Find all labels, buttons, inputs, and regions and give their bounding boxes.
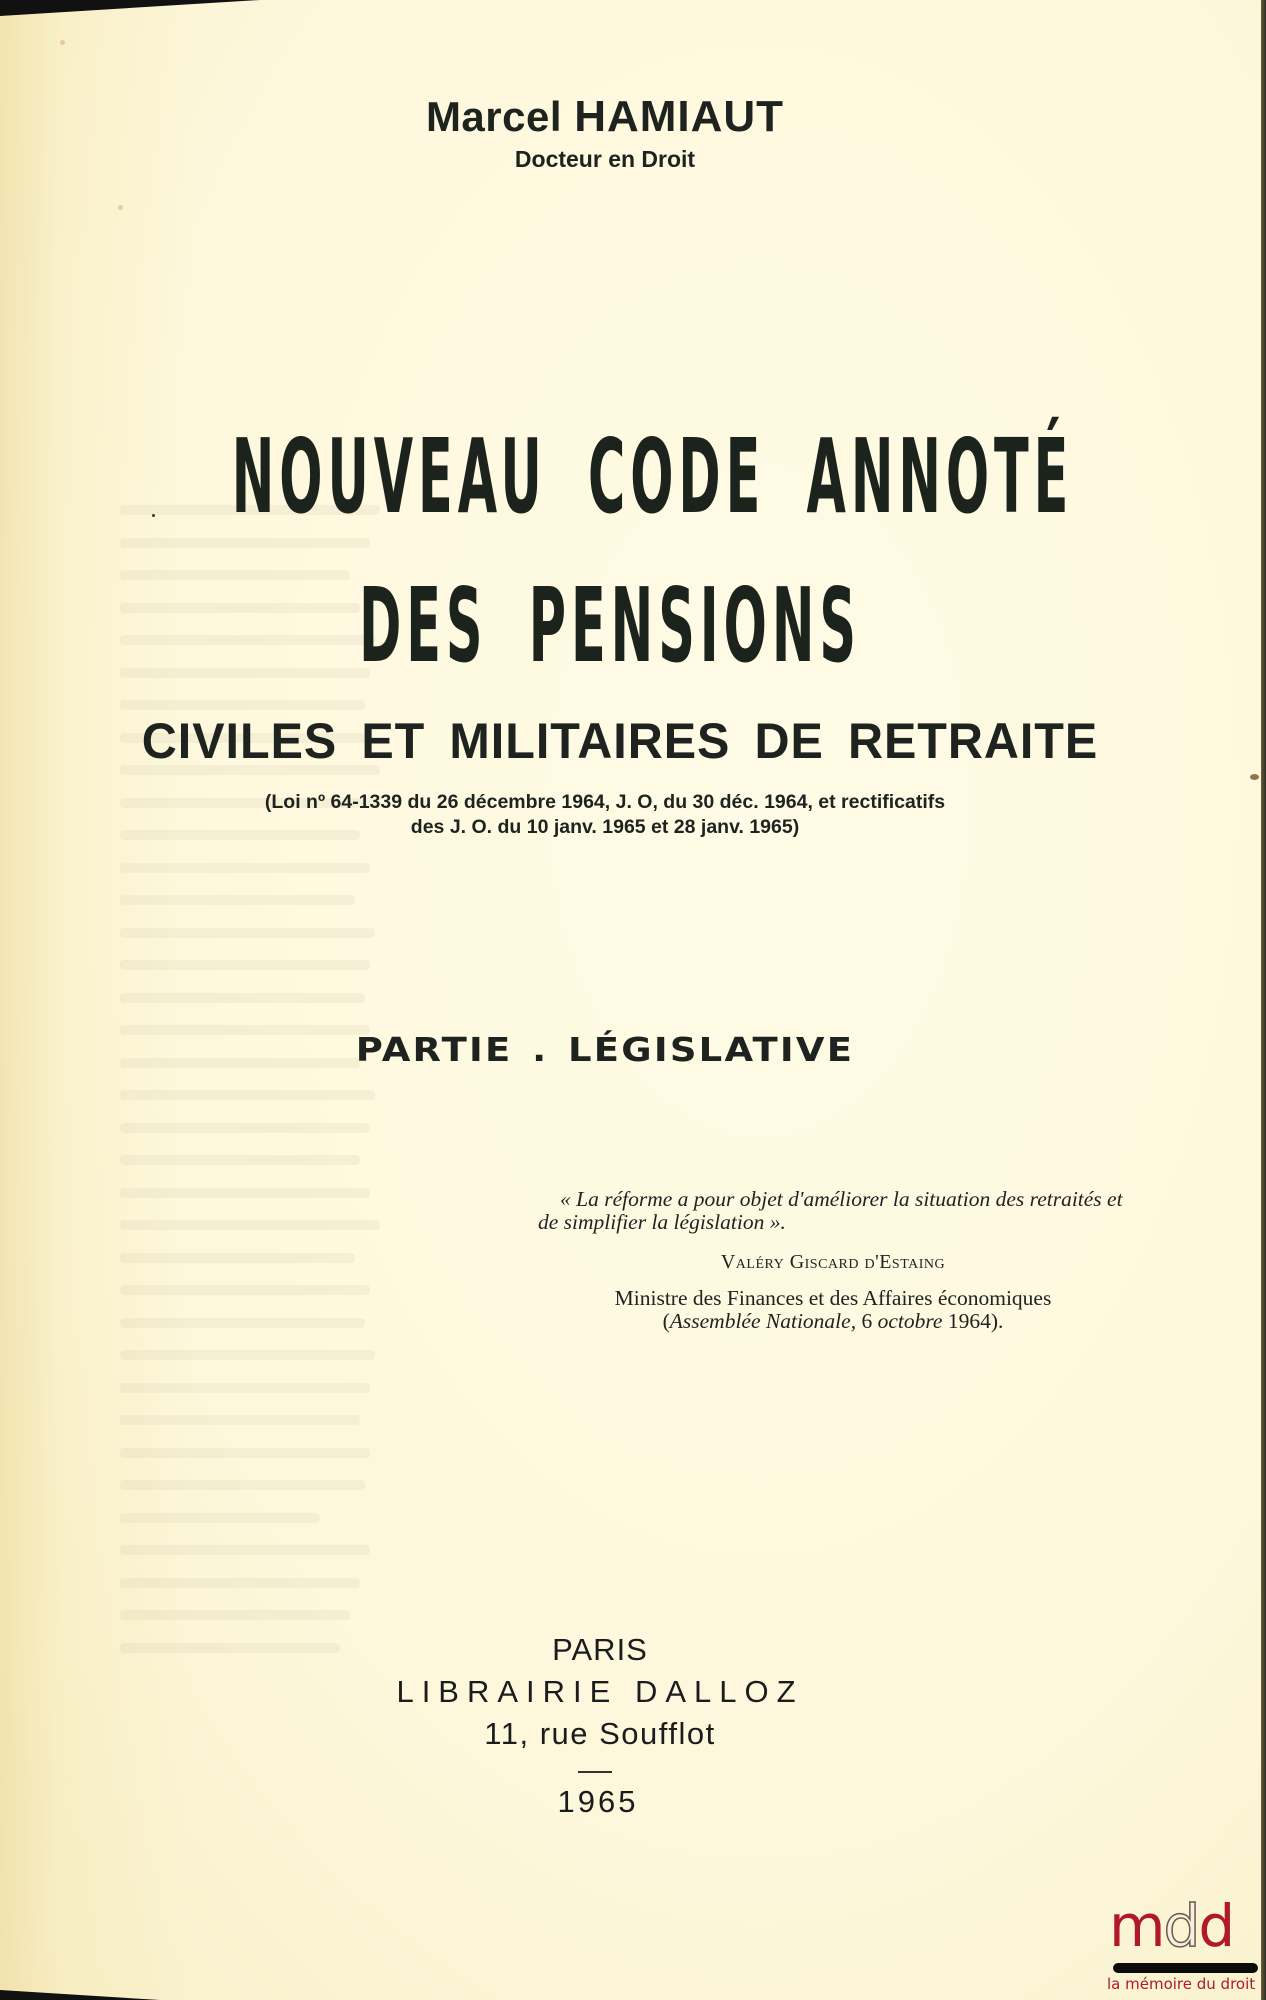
paper-stain bbox=[118, 205, 123, 210]
epigraph-attribution bbox=[538, 1287, 1128, 1333]
scan-shadow-top-left bbox=[0, 0, 260, 16]
law-reference-line-1: (Loi nº 64-1339 du 26 décembre 1964, J. O, du 30 déc. 1964, et rectificatifs bbox=[264, 791, 946, 813]
publisher-city: PARIS bbox=[552, 1632, 648, 1667]
author-first-name: Marcel bbox=[425, 93, 563, 140]
title-line-2: DES PENSIONS bbox=[359, 567, 861, 686]
law-reference bbox=[0, 790, 1210, 840]
mdd-tagline: la mémoire du droit bbox=[1107, 1975, 1256, 1993]
mdd-logo-icon: mdd bbox=[1109, 1892, 1234, 1960]
scan-shadow-bottom-left bbox=[0, 1990, 160, 2000]
epigraph-source: (Assemblée Nationale, 6 octobre 1964). bbox=[662, 1309, 1004, 1333]
epigraph-author: Valéry Giscard d'Estaing bbox=[720, 1251, 946, 1273]
publisher-address: 11, rue Soufflot bbox=[484, 1716, 716, 1751]
epigraph-quote: « La réforme a pour objet d'améliorer la situation des retraités et de simplifier la législation ». bbox=[538, 1187, 1123, 1234]
paper-stain bbox=[1250, 774, 1259, 780]
page-edge-right bbox=[1261, 0, 1266, 2000]
paper-stain bbox=[60, 40, 65, 45]
section-label: PARTIE . LÉGISLATIVE bbox=[355, 1030, 855, 1069]
mdd-watermark-logo bbox=[1105, 1892, 1260, 2000]
subtitle: CIVILES ET MILITAIRES DE RETRAITE bbox=[141, 713, 1099, 769]
separator-rule bbox=[578, 1771, 612, 1773]
author-degree: Docteur en Droit bbox=[514, 146, 696, 172]
publisher-name: LIBRAIRIE DALLOZ bbox=[396, 1674, 804, 1709]
epigraph bbox=[538, 1188, 1128, 1333]
publication-year: 1965 bbox=[557, 1784, 639, 1819]
author-name bbox=[0, 92, 1210, 142]
epigraph-role: Ministre des Finances et des Affaires économiques bbox=[614, 1286, 1052, 1310]
mdd-logo-bar bbox=[1113, 1963, 1258, 1973]
author-surname: HAMIAUT bbox=[574, 92, 785, 141]
title-line-1: NOUVEAU CODE ANNOTÉ bbox=[231, 418, 1074, 537]
law-reference-line-2: des J. O. du 10 janv. 1965 et 28 janv. 1965) bbox=[410, 816, 800, 838]
